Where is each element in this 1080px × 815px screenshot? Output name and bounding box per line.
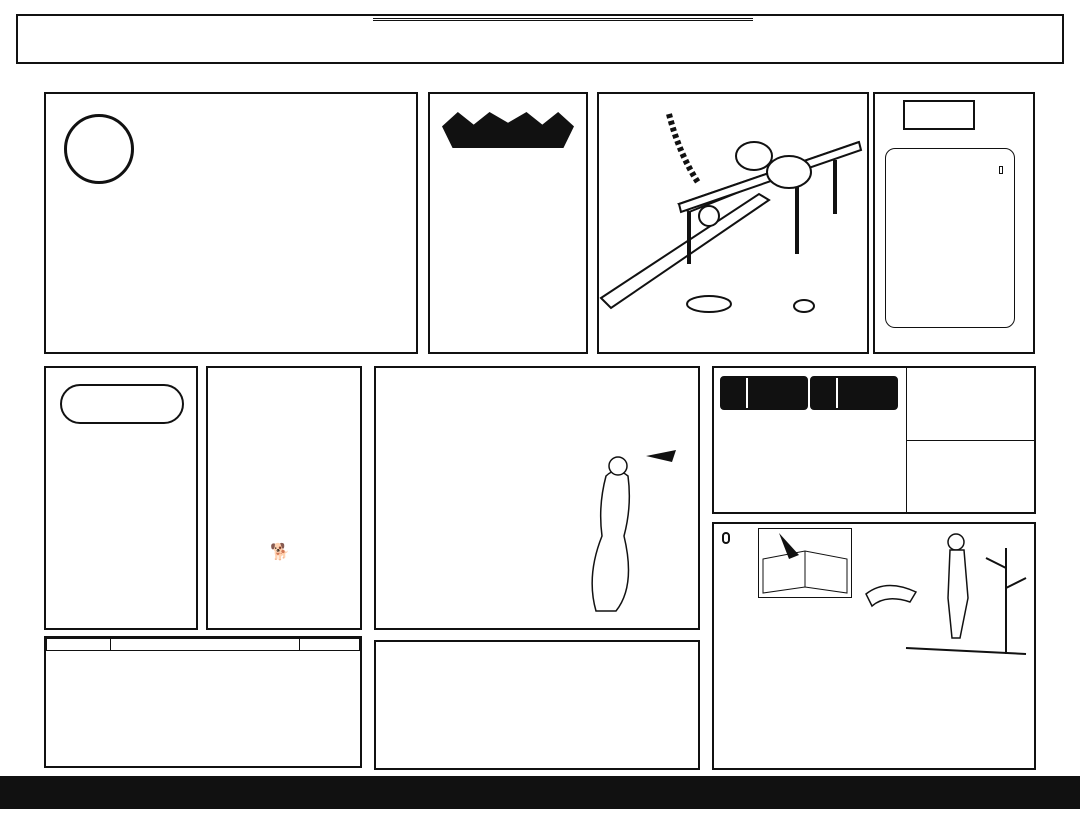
baxian-panel	[374, 640, 700, 770]
rabbit-table-drawing	[599, 94, 867, 352]
marksix-left-border	[18, 92, 40, 772]
xunma-side	[999, 166, 1003, 174]
history-table	[46, 638, 360, 651]
hunter-icon	[856, 528, 1032, 658]
poem-panel	[206, 366, 362, 630]
page-title	[373, 18, 753, 21]
marksix-top-border	[18, 68, 1062, 90]
rabbit-illustration	[597, 92, 869, 354]
jiehua-label	[722, 532, 730, 544]
marksix-right-border	[1042, 92, 1064, 772]
total-open-badge	[720, 376, 808, 410]
huangda-panel	[374, 366, 700, 630]
masthead-panel	[44, 92, 418, 354]
immortal-figure	[576, 436, 686, 616]
col-period	[47, 639, 111, 651]
hunter-drawing	[856, 528, 1032, 658]
footer-disclaimer	[0, 776, 1080, 809]
jiehua-panel	[712, 522, 1036, 770]
special-open-badge	[810, 376, 898, 410]
tema-title	[60, 384, 184, 424]
book-icon	[759, 529, 851, 597]
col-trend	[300, 639, 360, 651]
huangda-verse	[428, 432, 558, 622]
history-panel	[44, 636, 362, 768]
scroll-drawing	[885, 148, 1015, 328]
seal-logo	[64, 114, 134, 184]
lingma-panel	[428, 92, 588, 354]
immortal-drawing	[576, 436, 686, 616]
xunma-title	[903, 100, 975, 130]
xunma-panel	[873, 92, 1035, 354]
lingma-title	[442, 112, 574, 148]
zongfen-panel	[712, 366, 1036, 514]
divider	[906, 440, 1034, 441]
book-drawing	[758, 528, 852, 598]
history-title	[111, 639, 300, 651]
header	[16, 14, 1064, 64]
tema-panel	[44, 366, 198, 630]
dog-icon: 🐕	[270, 542, 290, 561]
